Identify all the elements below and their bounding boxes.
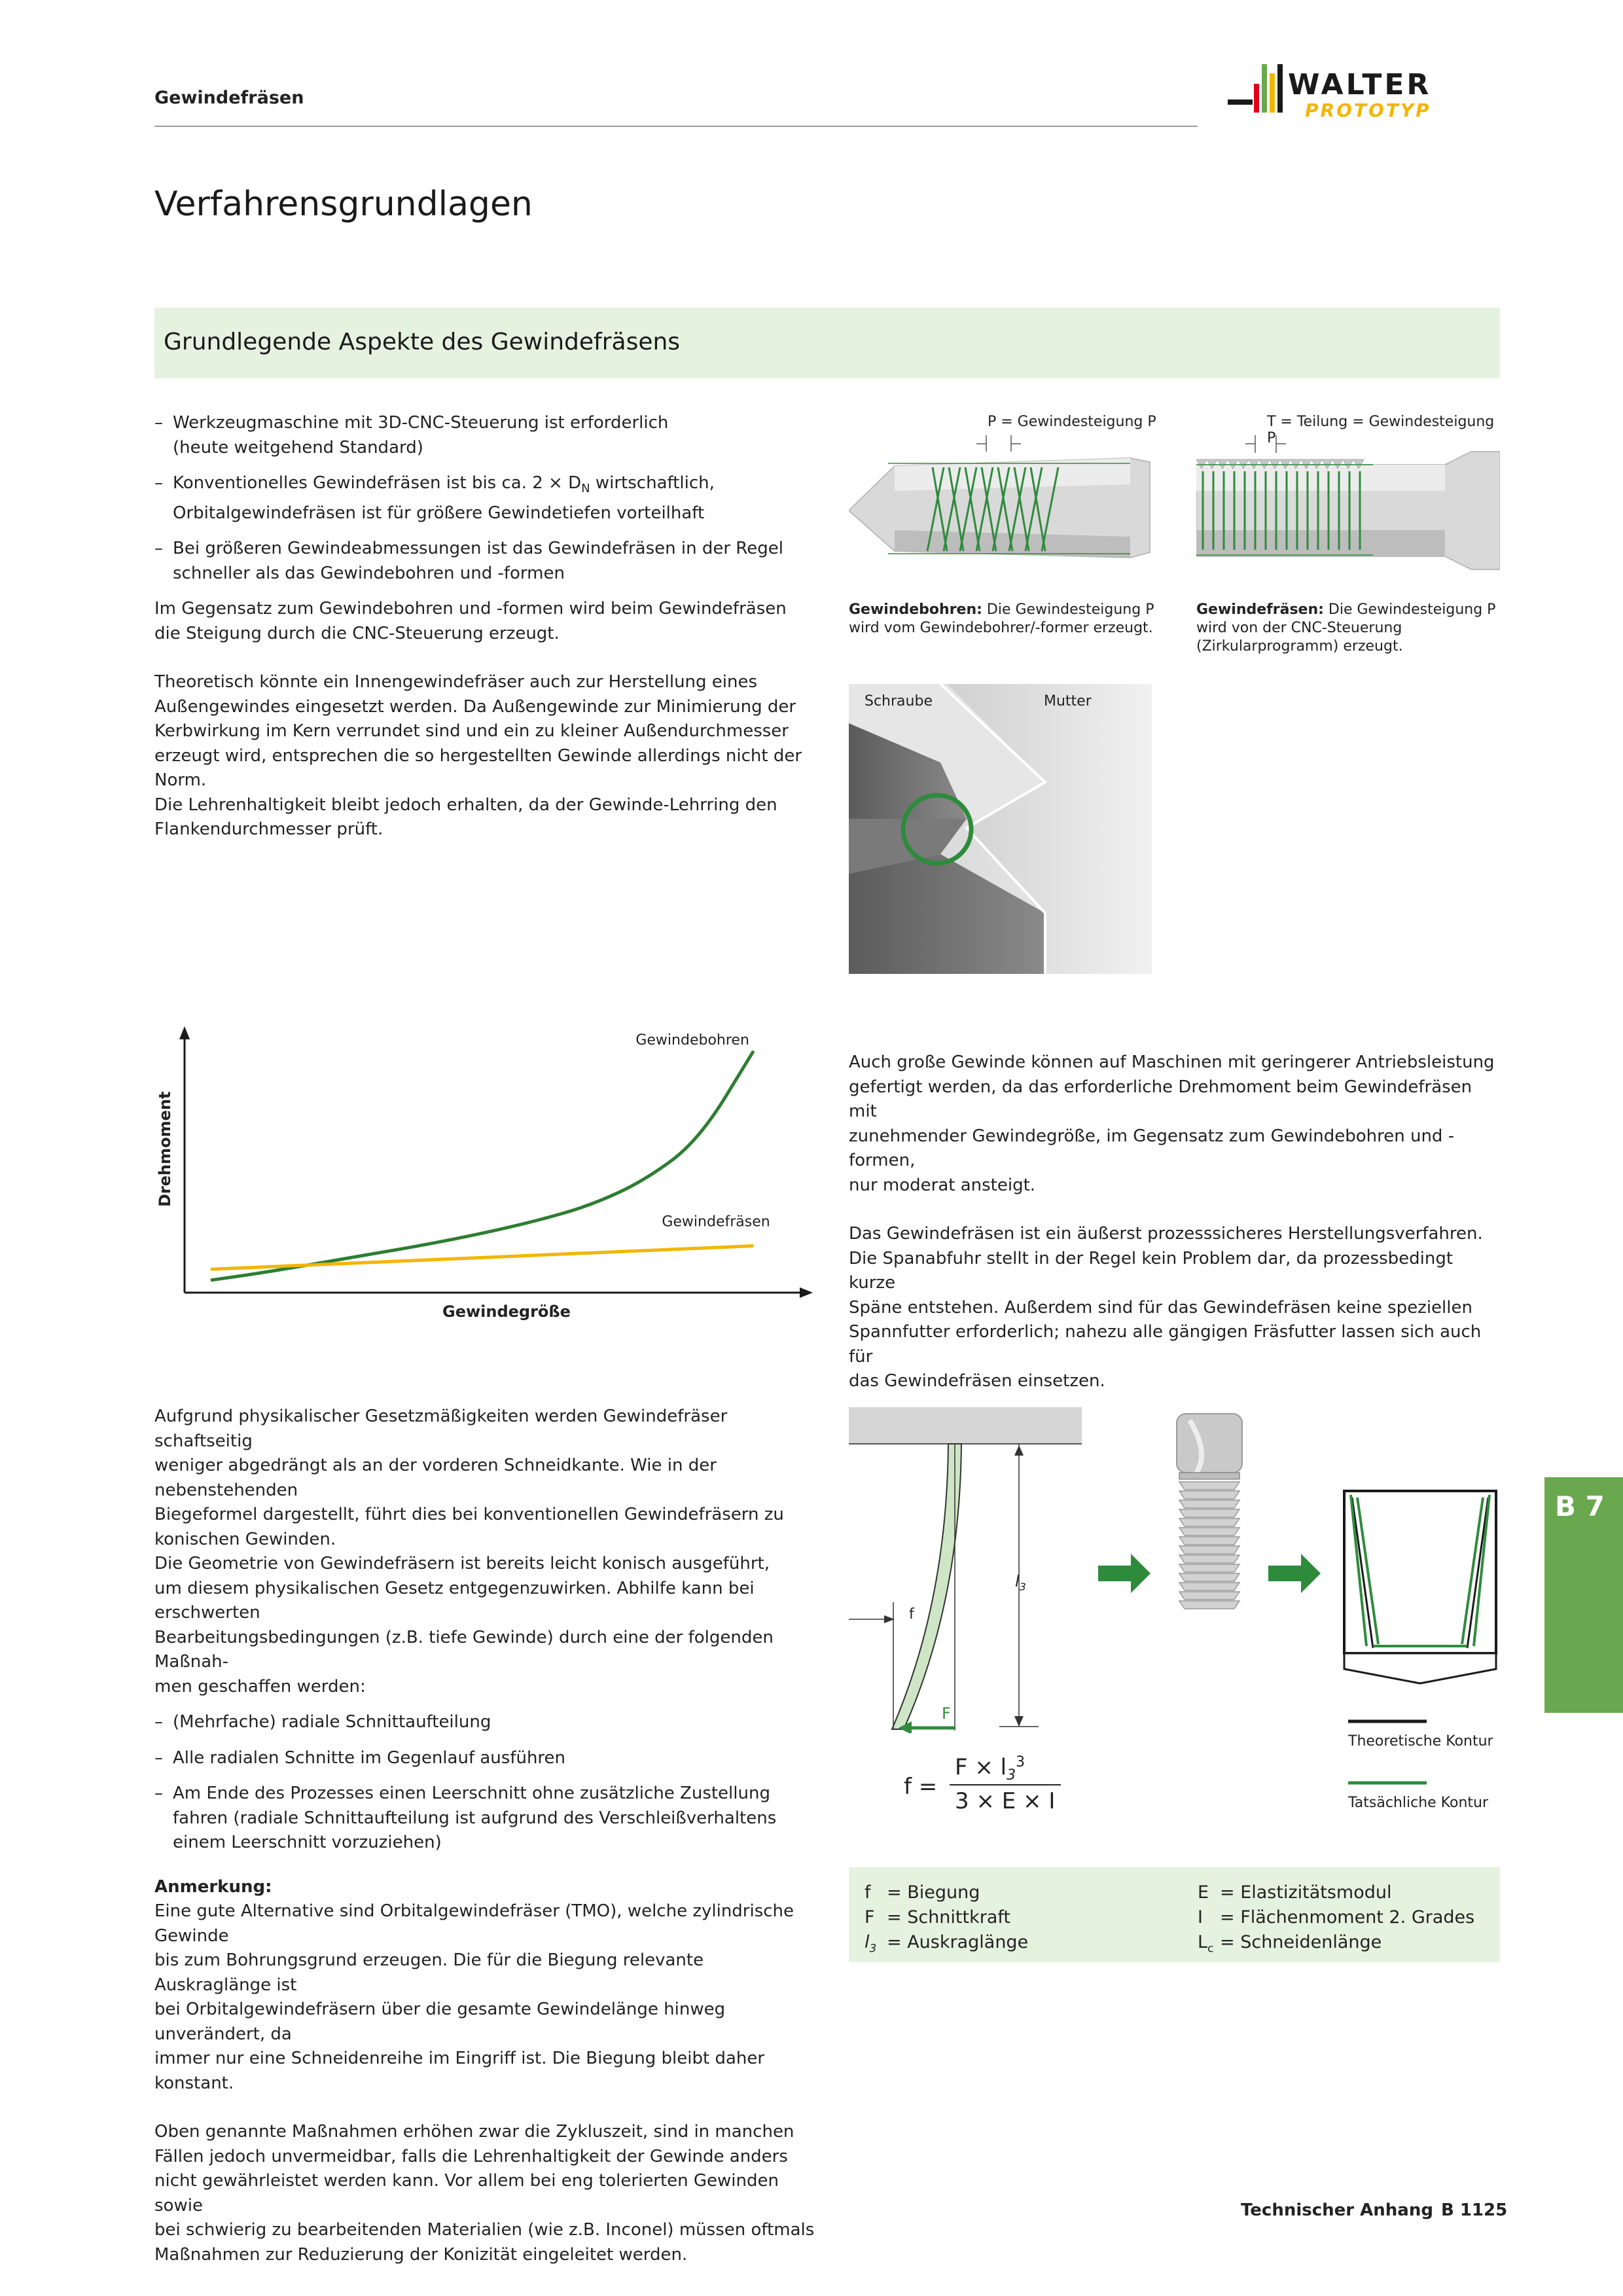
force-label: F: [942, 1704, 951, 1723]
torque-paragraph-2: Das Gewindefräsen ist ein äußerst prozesssicheres Herstellungsverfahren. Die Spanabfuhr stellt in der Regel kein Problem dar, da prozessbedingt kurze Späne entstehen. Außerdem sind für das Gewindefräsen keine speziellen Spannfutter erforderlich; nahezu alle gängigen Fräsfutter lassen sich auch für das Gewindefräsen einsetzen.: [849, 1224, 1483, 1391]
symbol-legend-right: [1198, 1880, 1474, 1961]
section-heading: Grundlegende Aspekte des Gewindefräsens: [164, 329, 681, 355]
chapter-tab: [1544, 1477, 1623, 1713]
footer-section: Technischer Anhang: [1241, 2200, 1433, 2220]
torque-text: [849, 1050, 1500, 1394]
theoretical-contour-label: Theoretische Kontur: [1348, 1733, 1493, 1749]
chart-svg: [148, 1021, 818, 1329]
symbol-row: $L_c$ = Schneidenlänge: [1198, 1932, 1382, 1956]
series-line-2: [211, 1246, 753, 1270]
intro-paragraph-1: Im Gegensatz zum Gewindebohren und -formen wird beim Gewindefräsen die Steigung durch die CNC-Steuerung erzeugt.: [154, 599, 787, 643]
mill-pitch-label: T = Teilung = Gewindesteigung P: [1267, 414, 1495, 446]
y-axis-label: Drehmoment: [156, 1091, 174, 1207]
tap-caption: Gewindebohren: Die Gewindesteigung P wird vom Gewindebohrer/-former erzeugt.: [849, 601, 1154, 636]
x-axis-arrow: [800, 1287, 813, 1298]
header-rule: [154, 126, 1198, 127]
formula-bar: [950, 1784, 1061, 1785]
symbol-row: F = Schnittkraft: [865, 1907, 1010, 1928]
logo-wordmark: WALTER: [1288, 68, 1432, 101]
logo-subline: PROTOTYP: [1305, 99, 1431, 121]
tap-figure: [849, 412, 1156, 589]
arrow-right-icon: [1268, 1554, 1321, 1593]
process-figure: [1092, 1401, 1504, 1820]
symbol-legend: [849, 1867, 1500, 1962]
note-paragraph: Eine gute Alternative sind Orbitalgewindefräser (TMO), welche zylindrische Gewinde bis zum Bohrungsgrund erzeugen. Die für die Biegung relevante Auskraglänge ist bei Orbitalgewindefräsern über die gesamte Gewindelänge hinweg unverändert, da immer nur eine Schneidenreihe im Eingriff ist. Die Biegung bleibt daher konstant.: [154, 1901, 794, 2093]
walter-logo: [1228, 59, 1503, 131]
intro-paragraph-2: Theoretisch könnte ein Innengewindefräser auch zur Herstellung eines Außengewindes eingesetzt werden. Da Außengewinde zur Minimierung der Kerbwirkung im Kern verrundet sind und ein zu kleiner Außendurchmesser erzeugt wird, entsprechen die so hergestellten Gewinde allerdings nicht der Norm. Die Lehrenhaltigkeit bleibt jedoch erhalten, da der Gewinde-Lehrring den Flankendurchmesser prüft.: [154, 672, 802, 840]
series-label-2: Gewindefräsen: [662, 1213, 770, 1230]
bending-paragraph-3: Oben genannte Maßnahmen erhöhen zwar die Zykluszeit, sind in manchen Fällen jedoch unvermeidbar, falls die Lehrenhaltigkeit der Gewinde anders nicht gewährleistet werden kann. Vor allem bei eng tolerierten Gewinden sowie bei schwierig zu bearbeitenden Materialien (wie z.B. Inconel) müssen oftmals Maßnahmen zur Reduzierung der Konizität eingeleitet werden.: [154, 2122, 815, 2265]
beam-figure: [849, 1406, 1084, 1825]
list-item: – Konventionelles Gewindefräsen ist bis ca. $2 \times D_N$ wirtschaftlich, Orbitalgewindefräsen ist für größere Gewindetiefen vorteilhaft: [154, 471, 809, 526]
symbol-row: I = Flächenmoment 2. Grades: [1198, 1907, 1475, 1928]
page-number: B 1125: [1441, 2200, 1508, 2220]
tap-drawing: [849, 412, 1156, 589]
mill-figure: [1196, 412, 1500, 589]
process-drawing: [1092, 1401, 1504, 1820]
measures-list: [154, 1710, 815, 1856]
series-line-1: [211, 1051, 753, 1280]
thread-section-drawing: [849, 684, 1152, 974]
formula-denominator: 3 × E × I: [955, 1788, 1056, 1814]
bending-paragraph-1: Aufgrund physikalischer Gesetzmäßigkeiten werden Gewindefräser schaftseitig weniger abgedrängt als an der vorderen Schneidkante. Wie in der nebenstehenden Biegeformel dargestellt, führt dies bei konventionellen Gewindefräsern zu konischen Gewinden. Die Geometrie von Gewindefräsern ist bereits leicht konisch ausgeführt, um diesem physikalischen Gesetz entgegenzuwirken. Abhilfe kann bei erschwerten Bearbeitungsbedingungen (z.B. tiefe Gewinde) durch eine der folgenden Maßnah- men geschaffen werden:: [154, 1407, 784, 1696]
note-heading: Anmerkung:: [154, 1876, 272, 1897]
x-axis-label: Gewindegröße: [442, 1302, 571, 1321]
list-item: – Bei größeren Gewindeabmessungen ist das Gewindefräsen in der Regel schneller als das Gewindebohren und -formen: [154, 537, 809, 586]
symbol-row: E = Elastizitätsmodul: [1198, 1882, 1392, 1903]
list-item: – Alle radialen Schnitte im Gegenlauf ausführen: [154, 1746, 815, 1771]
list-item: – Am Ende des Prozesses einen Leerschnitt ohne zusätzliche Zustellung fahren (radiale Schnittaufteilung ist aufgrund des Verschleißverhaltens einem Leerschnitt vorzuziehen): [154, 1782, 815, 1856]
screw-label: Schraube: [865, 693, 933, 709]
beam-drawing: [849, 1406, 1084, 1733]
torque-chart: [148, 1021, 818, 1329]
intro-list: [154, 411, 809, 586]
actual-contour-label: Tatsächliche Kontur: [1348, 1795, 1489, 1811]
arrow-right-icon: [1098, 1554, 1150, 1593]
bending-column: [154, 1405, 815, 2267]
symbol-legend-left: [865, 1880, 1028, 1961]
intro-column: [154, 411, 809, 842]
formula-lhs: f =: [904, 1774, 938, 1800]
symbol-row: f = Biegung: [865, 1882, 980, 1903]
tap-pitch-label: P = Gewindesteigung P: [988, 414, 1156, 430]
chapter-tab-label: B 7: [1555, 1490, 1605, 1522]
y-axis-arrow: [179, 1026, 190, 1039]
list-item: – Werkzeugmaschine mit 3D-CNC-Steuerung ist erforderlich (heute weitgehend Standard): [154, 411, 809, 460]
page-title: Verfahrensgrundlagen: [154, 185, 533, 224]
section-band: [154, 308, 1500, 378]
deflection-label: f: [909, 1606, 914, 1623]
thread-section-figure: [849, 684, 1152, 974]
bending-formula: [904, 1754, 1074, 1820]
symbol-row: $l_3$ = Auskraglänge: [865, 1932, 1029, 1956]
formula-numerator: $F \times l_3^3$: [955, 1754, 1026, 1784]
series-label-1: Gewindebohren: [635, 1031, 749, 1049]
length-label: $l_3$: [1015, 1572, 1026, 1593]
torque-paragraph-1: Auch große Gewinde können auf Maschinen mit geringerer Antriebsleistung gefertigt werden, da das erforderliche Drehmoment beim Gewindefräsen mit zunehmender Gewindegröße, im Gegensatz zum Gewindebohren und -formen, nur moderat ansteigt.: [849, 1052, 1495, 1195]
nut-label: Mutter: [1044, 693, 1092, 709]
running-header: Gewindefräsen: [154, 88, 304, 108]
list-item: – (Mehrfache) radiale Schnittaufteilung: [154, 1710, 815, 1735]
mill-caption: Gewindefräsen: Die Gewindesteigung P wird von der CNC-Steuerung (Zirkularprogramm) erzeugt.: [1196, 601, 1496, 655]
